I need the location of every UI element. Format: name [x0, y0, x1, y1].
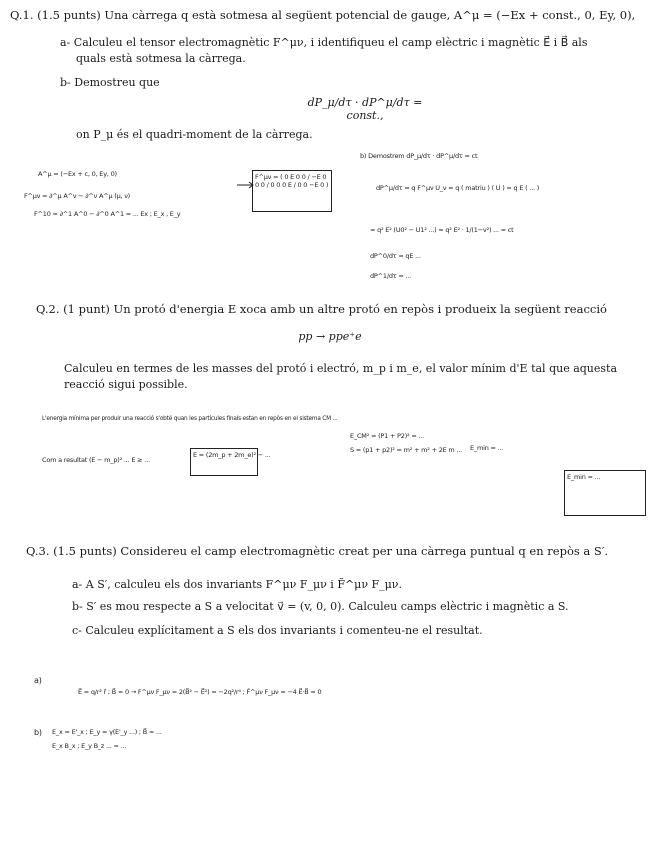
q3-hw-line3: E_x B_x ; E_y B_z ... = ... — [52, 742, 127, 750]
q3-part-b: b- S′ es mou respecte a S a velocitat v⃗ = (v, 0, 0). Calculeu camps elèctric i magnètic a S. — [72, 600, 569, 613]
q1-hw-right3: = q² E² (U0² − U1² ...) = q² E² · 1/(1−v²) ... = ct — [370, 226, 514, 234]
q3-title: Q.3. (1.5 punts) Considereu el camp electromagnètic creat per una càrrega puntual q en repòs a S′. — [26, 544, 609, 558]
q1-hw-left2: F^μν = ∂^μ A^ν − ∂^ν A^μ (μ, ν) — [24, 192, 131, 200]
q1-hw-right2: dP^μ/dτ = q F^μν U_ν = q ( matriu ) ( U ) = q E ( ... ) — [376, 184, 540, 192]
q2-text2: reacció sigui possible. — [64, 378, 188, 391]
q1-part-a: a- Calculeu el tensor electromagnètic F^μν, i identifiqueu el camp elèctric i magnètic E⃗ i B⃗ als — [60, 36, 588, 49]
q3-part-a: a- A S′, calculeu els dos invariants F^μν F_μν i F̃^μν F_μν. — [72, 578, 402, 591]
q1-hw-box: F^μν = ( 0 E 0 0 / −E 0 0 0 / 0 0 0 E / 0 0 −E 0 ) — [252, 170, 332, 212]
q1-part-a-cont: quals està sotmesa la càrrega. — [76, 52, 246, 65]
q3-hw-b: b) — [34, 728, 42, 737]
q1-hw-left3: F^10 = ∂^1 A^0 − ∂^0 A^1 = ... Ex ; E_x , E_y — [34, 210, 181, 218]
q2-hw-right1: E_min = ... — [470, 444, 504, 452]
q1-hw-right1: b) Demostrem dP_μ/dτ · dP^μ/dτ = ct — [360, 152, 478, 160]
q2-text1: Calculeu en termes de les masses del protó i electró, m_p i m_e, el valor mínim d'E tal que aquesta — [64, 362, 618, 375]
q2-hw-line1: L'energia mínima per produir una reacció s'obté quan les partícules finals estan en repòs en el sistema CM ... — [42, 416, 338, 422]
q2-hw-box2: E_min = ... — [564, 470, 646, 516]
q1-title: Q.1. (1.5 punts) Una càrrega q està sotmesa al següent potencial de gauge, A^μ = (−Ex + const., 0, Ey, 0), — [10, 8, 636, 22]
q1-hw-right5: dP^1/dτ = ... — [370, 272, 412, 280]
q1-equation: dP_μ/dτ · dP^μ/dτ = const., — [307, 96, 423, 122]
q3-hw-a: a) — [34, 676, 42, 685]
q1-after: on P_μ és el quadri-moment de la càrrega. — [76, 128, 313, 141]
q1-part-b: b- Demostreu que — [60, 76, 160, 89]
q2-equation: pp → ppe⁺e — [298, 330, 362, 343]
q3-hw-line2: E_x = E'_x ; E_y = γ(E'_y ...) ; B⃗ = ... — [52, 728, 162, 736]
q1-hw-left1: A^μ = (−Ex + c, 0, Ey, 0) — [38, 170, 117, 178]
q1-hw-right4: dP^0/dτ = qE ... — [370, 252, 421, 260]
q2-hw-line3: S = (p1 + p2)² = m² + m² + 2E m ... — [350, 446, 462, 454]
q2-title: Q.2. (1 punt) Un protó d'energia E xoca amb un altre protó en repòs i produeix la següent reacció — [36, 302, 607, 316]
q3-part-c: c- Calculeu explícitament a S els dos invariants i comenteu-ne el resultat. — [72, 624, 483, 637]
q3-hw-line1: E⃗ = q/r² r̂ ; B⃗ = 0 → F^μν F_μν = 2(B⃗² − E⃗²) = −2q²/r⁴ ; F̃^μν F_μν = −4 E⃗·B⃗ = 0 — [78, 688, 322, 696]
q2-hw-line2: E_CM² = (P1 + P2)² = ... — [350, 432, 425, 440]
q2-hw-line4: Com a resultat (E − m_p)² ... E ≥ ... — [42, 456, 150, 464]
q2-hw-box: E = (2m_p + 2m_e)² − ... — [190, 448, 258, 476]
